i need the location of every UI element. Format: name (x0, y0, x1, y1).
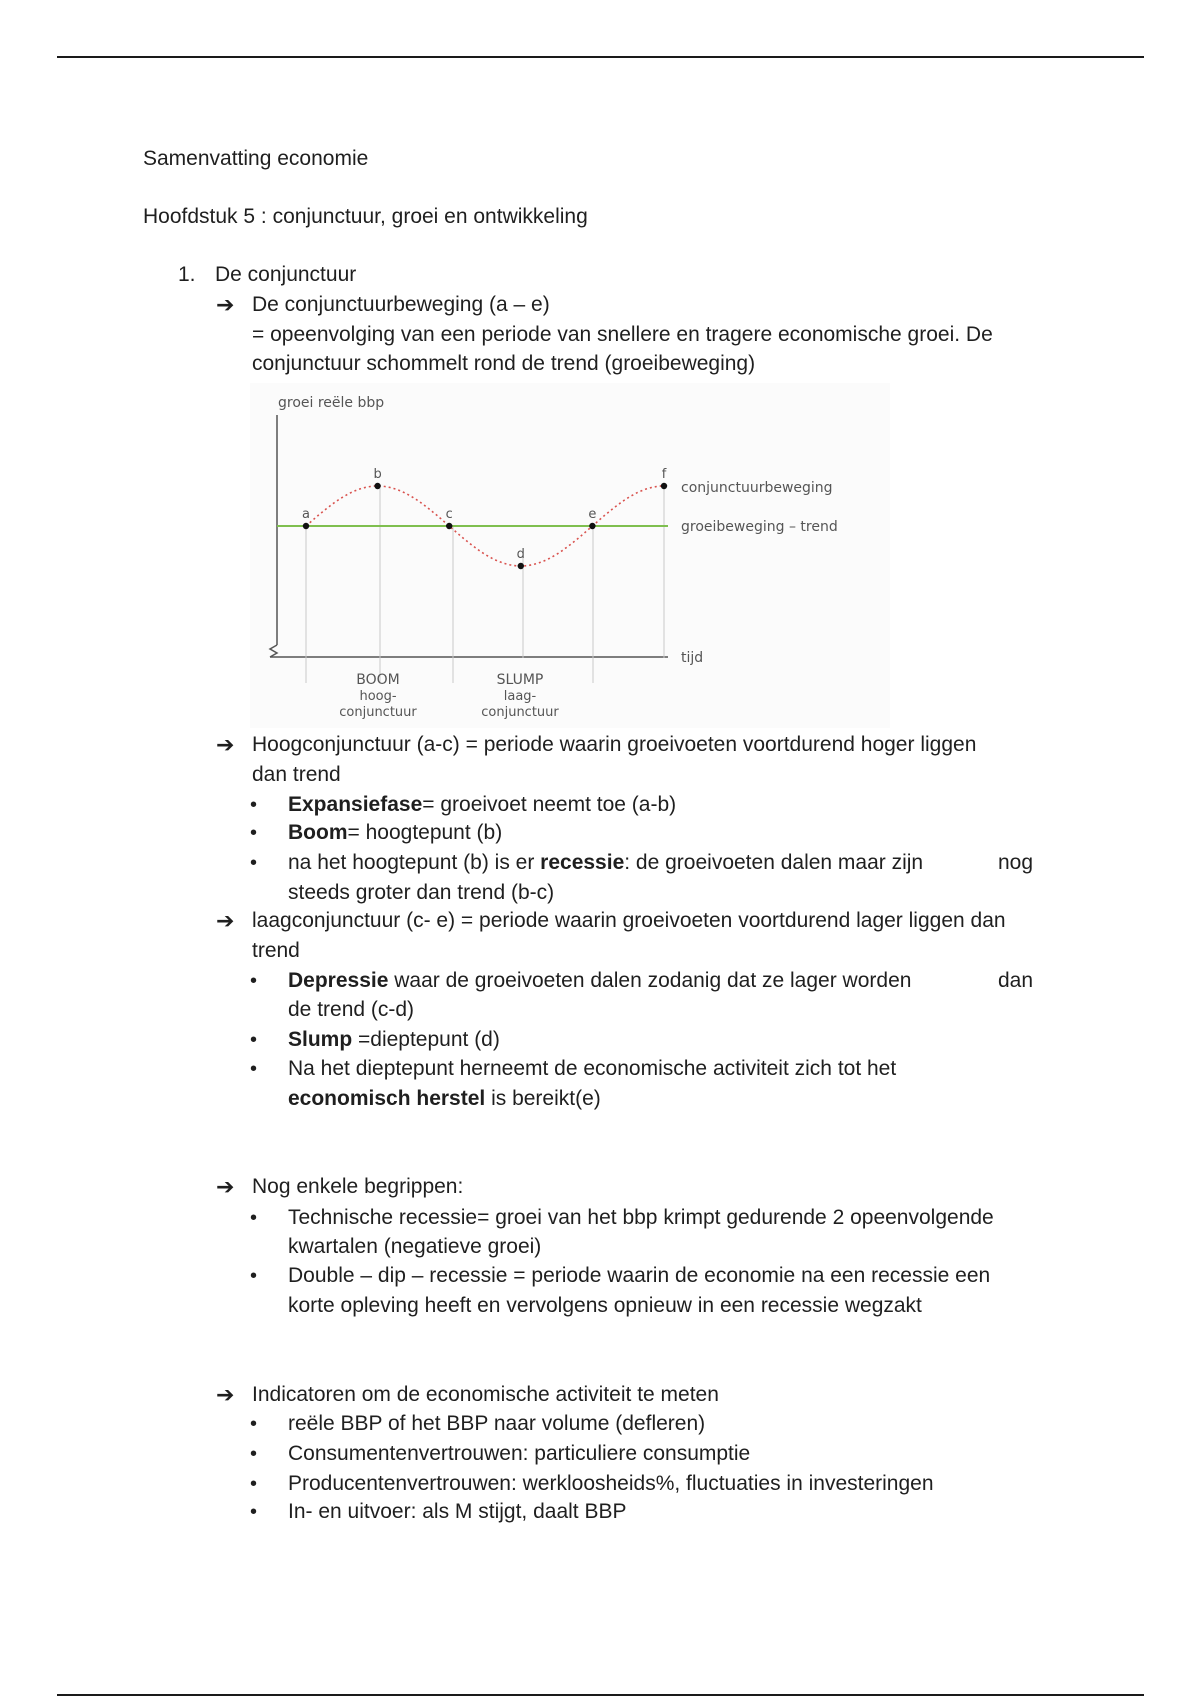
definition: = groeivoet neemt toe (a-b) (422, 793, 677, 816)
section-title: De conjunctuur (215, 263, 357, 286)
hoog-line: dan trend (252, 763, 341, 786)
bullet-text (288, 1084, 601, 1114)
arrow-icon: ➔ (216, 1174, 235, 1199)
term: Expansiefase (288, 793, 423, 816)
section-number: 1. (178, 263, 196, 286)
point-label-a: a (302, 507, 310, 522)
definition-line: = opeenvolging van een periode van snellere en tragere economische groei. De (252, 323, 993, 346)
point-b (374, 483, 380, 489)
indicator-item: reële BBP of het BBP naar volume (defleren) (288, 1412, 706, 1435)
bullet-icon: • (250, 1265, 258, 1287)
definition: is bereikt(e) (485, 1087, 601, 1110)
point-a (303, 523, 309, 529)
y-axis-label: groei reële bbp (278, 395, 385, 411)
bullet-text: kwartalen (negatieve groei) (288, 1235, 542, 1258)
definition-line: conjunctuur schommelt rond de trend (groeibeweging) (252, 352, 756, 375)
term: Slump (288, 1028, 353, 1051)
chart-background (250, 383, 890, 728)
business-cycle-chart (250, 383, 890, 728)
term: Depressie (288, 969, 389, 992)
arrow-icon: ➔ (216, 908, 235, 933)
bullet-text (288, 1025, 500, 1055)
bullet-text (288, 966, 911, 996)
indicatoren-heading: Indicatoren om de economische activiteit te meten (252, 1383, 719, 1406)
bullet-text: Technische recessie= groei van het bbp krimpt gedurende 2 opeenvolgende (288, 1206, 994, 1229)
point-f (661, 483, 667, 489)
term: economisch herstel (288, 1087, 486, 1110)
bullet-icon: • (250, 1413, 258, 1435)
document-title: Samenvatting economie (143, 147, 369, 170)
slump-label: SLUMP (496, 672, 544, 688)
term: recessie (540, 851, 625, 874)
point-e (589, 523, 595, 529)
text-part: nog (998, 851, 1034, 874)
arrow-icon: ➔ (216, 1382, 235, 1407)
arrow-icon: ➔ (216, 292, 235, 317)
laag-line: trend (252, 939, 300, 962)
bullet-text: korte opleving heeft en vervolgens opnieuw in een recessie wegzakt (288, 1294, 922, 1317)
bullet-icon: • (250, 1501, 258, 1523)
point-label-e: e (588, 507, 597, 522)
bullet-icon: • (250, 970, 258, 992)
trend-legend-label: groeibeweging – trend (681, 519, 838, 535)
point-label-d: d (516, 547, 525, 562)
text-part: na het hoogtepunt (b) is er (288, 851, 541, 874)
bullet-icon: • (250, 1443, 258, 1465)
slump-sublabel: conjunctuur (481, 705, 559, 720)
bullet-text (288, 818, 502, 848)
definition: waar de groeivoeten dalen zodanig dat ze lager worden (388, 969, 912, 992)
bullet-text (288, 848, 923, 878)
sub-heading: De conjunctuurbeweging (a – e) (252, 293, 550, 316)
point-c (446, 523, 452, 529)
begrippen-heading: Nog enkele begrippen: (252, 1175, 464, 1198)
bullet-icon: • (250, 1058, 258, 1080)
bullet-text: de trend (c-d) (288, 998, 415, 1021)
point-label-c: c (445, 507, 453, 522)
chapter-heading: Hoofdstuk 5 : conjunctuur, groei en ontwikkeling (143, 205, 588, 228)
footer-rule (57, 1694, 1144, 1696)
bullet-icon: • (250, 852, 258, 874)
hoog-line: Hoogconjunctuur (a-c) = periode waarin groeivoeten voortdurend hoger liggen (252, 733, 977, 756)
bullet-icon: • (250, 1473, 258, 1495)
boom-sublabel: conjunctuur (339, 705, 417, 720)
indicator-item: Consumentenvertrouwen: particuliere consumptie (288, 1442, 751, 1465)
bullet-icon: • (250, 822, 258, 844)
indicator-item: Producentenvertrouwen: werkloosheids%, fluctuaties in investeringen (288, 1472, 934, 1495)
point-label-f: f (661, 467, 667, 482)
point-label-b: b (373, 467, 382, 482)
x-axis-label: tijd (681, 650, 704, 666)
bullet-text: Na het dieptepunt herneemt de economische activiteit zich tot het (288, 1057, 897, 1080)
slump-sublabel: laag- (503, 689, 537, 704)
definition: = hoogtepunt (b) (347, 821, 503, 844)
bullet-text: Double – dip – recessie = periode waarin de economie na een recessie een (288, 1264, 991, 1287)
term: Boom (288, 821, 348, 844)
laag-line: laagconjunctuur (c- e) = periode waarin groeivoeten voortdurend lager liggen dan (252, 909, 1006, 932)
bullet-icon: • (250, 1207, 258, 1229)
bullet-text (288, 790, 676, 820)
boom-sublabel: hoog- (359, 689, 397, 704)
bullet-icon: • (250, 1029, 258, 1051)
bullet-icon: • (250, 794, 258, 816)
text-part: dan (998, 969, 1034, 992)
cycle-legend-label: conjunctuurbeweging (681, 480, 833, 496)
arrow-icon: ➔ (216, 732, 235, 757)
point-d (518, 563, 524, 569)
header-rule (57, 56, 1144, 58)
boom-label: BOOM (356, 672, 400, 688)
indicator-item: In- en uitvoer: als M stijgt, daalt BBP (288, 1500, 627, 1523)
bullet-text: steeds groter dan trend (b-c) (288, 881, 555, 904)
text-part: : de groeivoeten dalen maar zijn (624, 851, 924, 874)
definition: =dieptepunt (d) (352, 1028, 500, 1051)
